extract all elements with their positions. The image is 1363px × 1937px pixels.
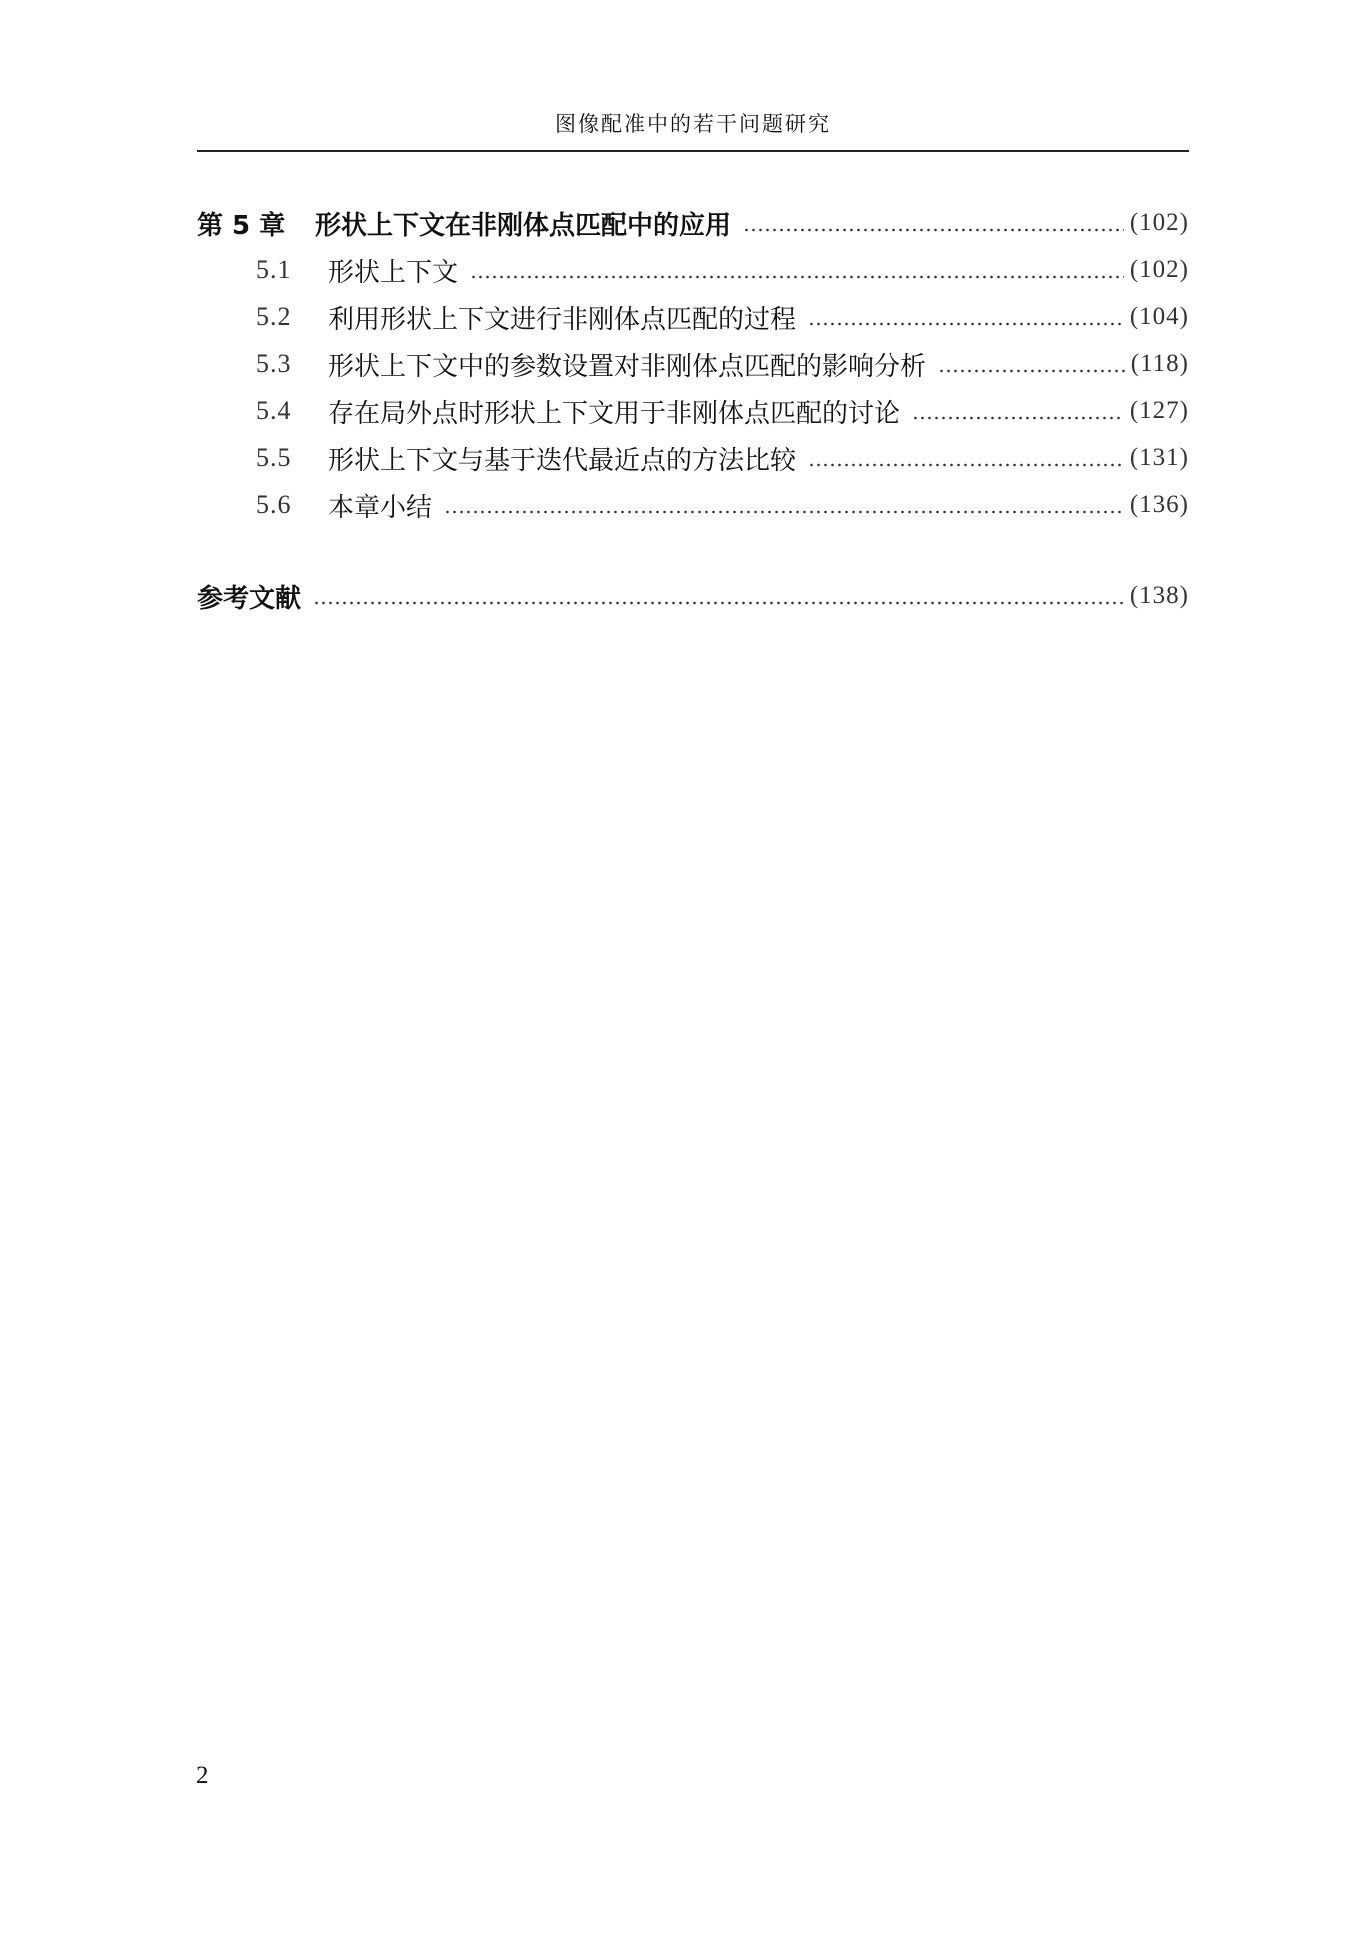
running-header — [197, 104, 1189, 152]
section-number: 5.2 — [256, 302, 292, 331]
toc-section-5-6[interactable] — [197, 485, 1189, 525]
toc-chapter-5[interactable] — [197, 203, 1189, 243]
page-number: 2 — [196, 1762, 209, 1789]
references-title: 参考文献 — [197, 583, 302, 614]
section-title: 存在局外点时形状上下文用于非刚体点匹配的讨论 — [328, 398, 901, 429]
toc-section-5-5[interactable] — [197, 438, 1189, 478]
toc-references[interactable] — [197, 576, 1189, 616]
dot-leader — [313, 600, 1124, 606]
section-title: 形状上下文 — [328, 257, 459, 288]
dot-leader — [808, 462, 1124, 468]
section-number: 5.4 — [256, 396, 292, 425]
running-header-title: 图像配准中的若干问题研究 — [555, 112, 831, 136]
dot-leader — [808, 321, 1124, 327]
section-title: 形状上下文中的参数设置对非刚体点匹配的影响分析 — [328, 351, 927, 382]
section-title: 本章小结 — [328, 492, 433, 523]
section-number: 5.1 — [256, 255, 292, 284]
dot-leader — [938, 368, 1125, 374]
dot-leader — [470, 274, 1124, 280]
section-page-ref: (131) — [1129, 444, 1189, 471]
section-page-ref: (127) — [1129, 397, 1189, 424]
section-number: 5.6 — [256, 490, 292, 519]
dot-leader — [912, 415, 1124, 421]
toc-section-5-2[interactable] — [197, 297, 1189, 337]
toc-section-5-4[interactable] — [197, 391, 1189, 431]
references-page-ref: (138) — [1129, 582, 1189, 609]
chapter-number: 第 5 章 — [197, 210, 286, 241]
section-number: 5.3 — [256, 349, 292, 378]
section-title: 利用形状上下文进行非刚体点匹配的过程 — [328, 304, 797, 335]
section-number: 5.5 — [256, 443, 292, 472]
dot-leader — [743, 227, 1124, 233]
dot-leader — [444, 509, 1124, 515]
section-page-ref: (136) — [1129, 491, 1189, 518]
toc-section-5-3[interactable] — [197, 344, 1189, 384]
toc-section-5-1[interactable] — [197, 250, 1189, 290]
section-page-ref: (104) — [1129, 303, 1189, 330]
chapter-page-ref: (102) — [1129, 209, 1189, 236]
section-page-ref: (118) — [1130, 350, 1189, 377]
section-page-ref: (102) — [1129, 256, 1189, 283]
section-title: 形状上下文与基于迭代最近点的方法比较 — [328, 445, 797, 476]
chapter-title: 形状上下文在非刚体点匹配中的应用 — [315, 210, 732, 241]
